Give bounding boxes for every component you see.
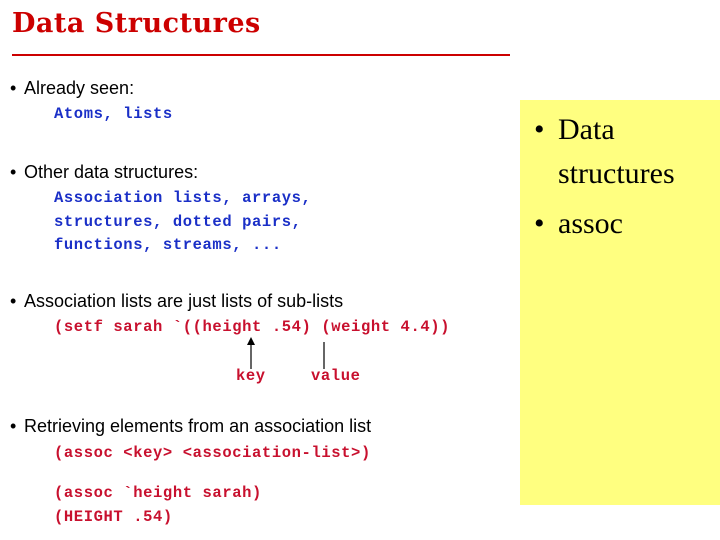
code-assoc-result: (HEIGHT .54)	[54, 508, 173, 526]
bullet-text: Already seen:	[24, 78, 135, 98]
code-other-line-3: functions, streams, ...	[54, 236, 282, 254]
sidebar-item-label: Data structures	[558, 113, 675, 190]
bullet-already-seen	[10, 78, 134, 99]
bullet-marker: •	[10, 291, 17, 311]
code-setf: (setf sarah `((height .54) (weight 4.4))	[54, 318, 451, 336]
bullet-other-structures	[10, 162, 198, 183]
label-key: key	[236, 367, 266, 385]
bullet-retrieving	[10, 416, 371, 437]
key-value-arrows	[240, 336, 340, 370]
sidebar-bullet: •	[534, 113, 545, 146]
code-already-seen: Atoms, lists	[54, 105, 173, 123]
code-other-line-1: Association lists, arrays,	[54, 189, 312, 207]
sidebar-bullet: •	[534, 207, 545, 240]
bullet-marker: •	[10, 162, 17, 182]
title-underline	[12, 54, 510, 56]
code-other-line-2: structures, dotted pairs,	[54, 213, 302, 231]
bullet-marker: •	[10, 416, 17, 436]
code-assoc-template: (assoc <key> <association-list>)	[54, 444, 371, 462]
notes-sidebar	[520, 100, 720, 505]
sidebar-item-label: assoc	[558, 207, 623, 240]
slide-title: Data Structures	[12, 8, 261, 39]
bullet-association-lists	[10, 291, 343, 312]
sidebar-item-data-structures	[534, 108, 718, 196]
label-value: value	[311, 367, 361, 385]
bullet-marker: •	[10, 78, 17, 98]
sidebar-item-assoc	[534, 202, 718, 246]
bullet-text: Association lists are just lists of sub-lists	[24, 291, 344, 311]
bullet-text: Retrieving elements from an association list	[24, 416, 372, 436]
code-assoc-example: (assoc `height sarah)	[54, 484, 262, 502]
bullet-text: Other data structures:	[24, 162, 199, 182]
key-arrow-head	[247, 337, 255, 345]
